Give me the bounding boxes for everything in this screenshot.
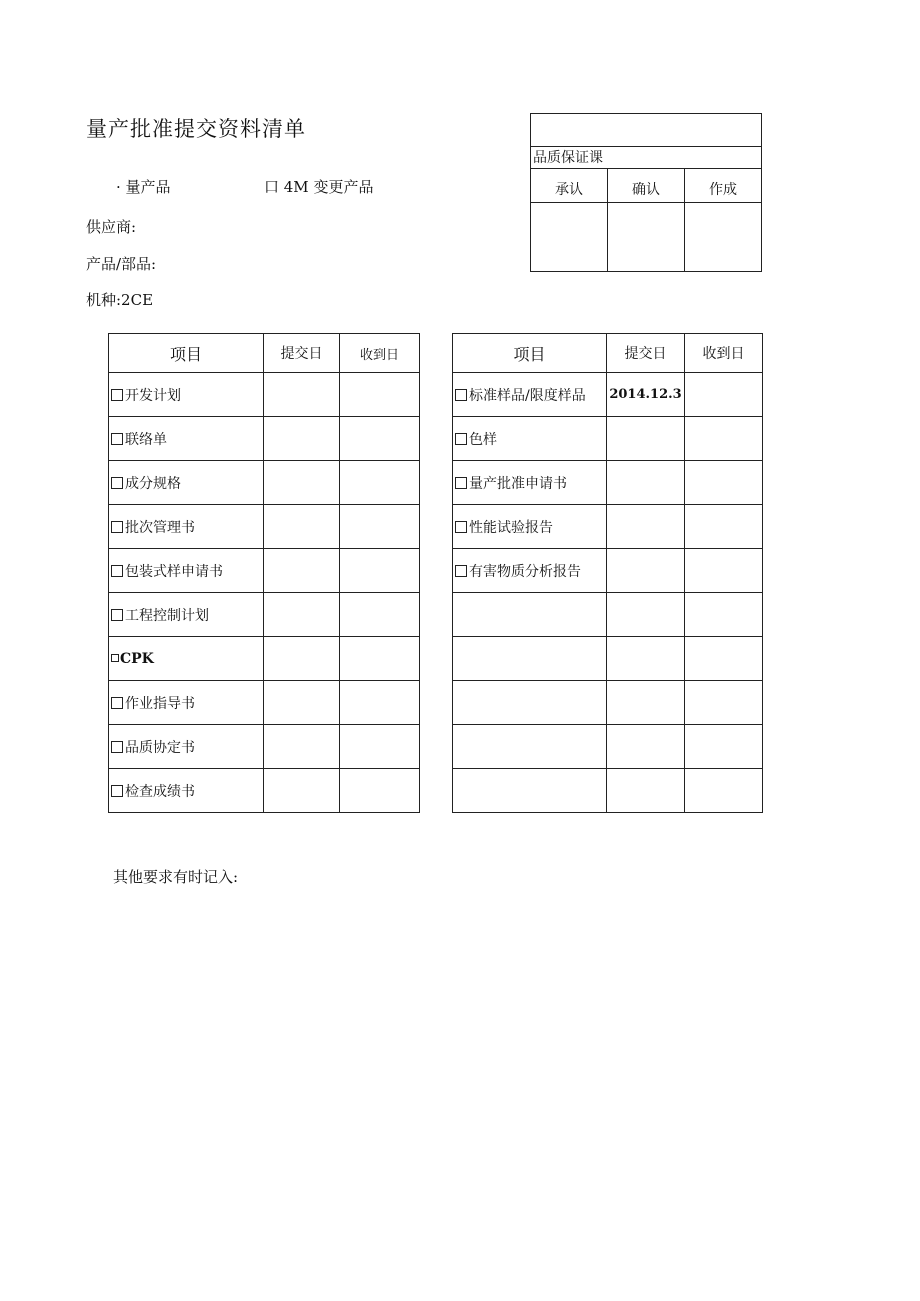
checkbox-icon[interactable] [455, 389, 467, 401]
approval-top-blank [531, 114, 761, 147]
table-row [109, 373, 420, 417]
checkbox-icon[interactable] [111, 785, 123, 797]
item-cell[interactable] [109, 593, 264, 637]
submit-date-cell[interactable] [607, 593, 685, 637]
table-row [453, 725, 763, 769]
item-label: 开发计划 [125, 387, 181, 404]
receive-date-cell[interactable] [340, 681, 420, 725]
checkbox-icon[interactable] [111, 565, 123, 577]
item-cell[interactable] [109, 549, 264, 593]
model-field: 机种:2CE [86, 291, 154, 309]
item-cell[interactable] [109, 769, 264, 813]
checkbox-icon[interactable] [111, 654, 119, 662]
checkbox-icon[interactable] [455, 565, 467, 577]
submit-date-cell[interactable] [264, 417, 340, 461]
receive-date-cell[interactable] [685, 373, 763, 417]
submit-date-cell[interactable] [264, 769, 340, 813]
item-cell[interactable] [109, 637, 264, 681]
table-row [109, 637, 420, 681]
item-label: CPK [120, 650, 154, 667]
table-row [109, 725, 420, 769]
prepared-label: 作成 [709, 182, 737, 198]
approve-label: 承认 [531, 169, 608, 202]
submit-date-cell[interactable] [607, 417, 685, 461]
item-label: 成分规格 [125, 475, 181, 492]
item-cell[interactable] [453, 505, 607, 549]
item-label: 品质协定书 [125, 739, 195, 756]
table-row [109, 549, 420, 593]
header-receive-date: 收到日 [685, 334, 763, 373]
prepared-signature[interactable] [685, 203, 761, 272]
submit-date-cell[interactable] [264, 593, 340, 637]
submit-date-cell[interactable] [264, 373, 340, 417]
receive-date-cell[interactable] [685, 461, 763, 505]
item-label: 有害物质分析报告 [469, 563, 581, 580]
item-cell[interactable] [453, 681, 607, 725]
receive-date-cell[interactable] [685, 593, 763, 637]
approval-box [530, 113, 762, 272]
submit-date-cell[interactable] [264, 637, 340, 681]
table-row [453, 505, 763, 549]
item-label: 色样 [469, 431, 497, 448]
item-cell[interactable] [109, 417, 264, 461]
option-mass-product[interactable]: · 量产品 [116, 178, 171, 196]
submit-date-cell[interactable] [607, 681, 685, 725]
approval-header-row [531, 169, 761, 203]
item-cell[interactable] [453, 417, 607, 461]
submit-date-cell[interactable] [264, 549, 340, 593]
item-cell[interactable] [453, 637, 607, 681]
table-row [109, 417, 420, 461]
submit-date-cell[interactable] [264, 681, 340, 725]
table-row [453, 417, 763, 461]
table-header-row [109, 334, 420, 373]
approve-signature[interactable] [531, 203, 608, 272]
item-cell[interactable] [453, 725, 607, 769]
receive-date-cell[interactable] [685, 549, 763, 593]
receive-date-cell[interactable] [340, 549, 420, 593]
receive-date-cell[interactable] [340, 637, 420, 681]
approval-signature-row [531, 203, 761, 272]
receive-date-cell[interactable] [340, 505, 420, 549]
submit-date-cell[interactable] [264, 725, 340, 769]
receive-date-cell[interactable] [685, 769, 763, 813]
receive-date-cell[interactable] [340, 769, 420, 813]
page-title: 量产批准提交资料清单 [86, 117, 306, 141]
header-item: 项目 [109, 334, 264, 373]
submit-date-cell[interactable] [607, 769, 685, 813]
header-submit-date: 提交日 [264, 334, 340, 373]
item-label: 联络单 [125, 431, 167, 448]
table-row [453, 769, 763, 813]
submit-date-cell[interactable] [607, 725, 685, 769]
receive-date-cell[interactable] [685, 505, 763, 549]
other-requirements-note: 其他要求有时记入: [113, 868, 239, 886]
submit-date-cell[interactable] [607, 505, 685, 549]
header-submit-date: 提交日 [607, 334, 685, 373]
receive-date-cell[interactable] [685, 681, 763, 725]
left-document-table [108, 333, 420, 813]
table-row [109, 681, 420, 725]
checkbox-icon[interactable] [111, 609, 123, 621]
table-row [109, 505, 420, 549]
item-cell[interactable] [109, 373, 264, 417]
receive-date-cell[interactable] [340, 373, 420, 417]
checkbox-icon[interactable] [111, 477, 123, 489]
confirm-label: 确认 [608, 169, 685, 202]
item-label: 作业指导书 [125, 695, 195, 712]
checkbox-icon[interactable] [455, 433, 467, 445]
item-cell[interactable] [109, 681, 264, 725]
receive-date-cell[interactable] [340, 725, 420, 769]
checkbox-icon[interactable] [455, 521, 467, 533]
checkbox-icon[interactable] [111, 697, 123, 709]
item-label: 批次管理书 [125, 519, 195, 536]
item-cell[interactable] [453, 549, 607, 593]
header-item: 项目 [453, 334, 607, 373]
item-cell[interactable] [453, 769, 607, 813]
right-document-table [452, 333, 763, 813]
receive-date-cell[interactable] [340, 461, 420, 505]
receive-date-cell[interactable] [685, 637, 763, 681]
item-label: 工程控制计划 [125, 607, 209, 624]
checkbox-icon[interactable] [111, 521, 123, 533]
approval-department: 品质保证课 [531, 147, 761, 169]
checkbox-icon[interactable] [455, 477, 467, 489]
item-cell[interactable] [453, 373, 607, 417]
checkbox-icon[interactable] [111, 741, 123, 753]
item-label: 标准样品/限度样品 [469, 387, 586, 404]
receive-date-cell[interactable] [340, 417, 420, 461]
table-header-row [453, 334, 763, 373]
submit-date-cell[interactable] [607, 549, 685, 593]
item-cell[interactable] [109, 725, 264, 769]
submit-date-cell[interactable] [264, 505, 340, 549]
submit-date-cell[interactable]: 2014.12.3 [607, 373, 685, 417]
table-row [453, 549, 763, 593]
header-receive-date: 收到日 [340, 334, 420, 373]
item-cell[interactable] [109, 461, 264, 505]
table-row [453, 373, 763, 417]
receive-date-cell[interactable] [685, 417, 763, 461]
table-row [453, 593, 763, 637]
submit-date-cell[interactable] [607, 637, 685, 681]
table-row [109, 461, 420, 505]
confirm-signature[interactable] [608, 203, 685, 272]
table-row [453, 637, 763, 681]
receive-date-cell[interactable] [340, 593, 420, 637]
item-cell[interactable] [453, 593, 607, 637]
table-row [453, 461, 763, 505]
submit-date-cell[interactable] [607, 461, 685, 505]
option-4m-change-product[interactable]: 口 4M 变更产品 [264, 178, 374, 196]
product-field: 产品/部品: [86, 255, 157, 273]
item-label: 包装式样申请书 [125, 563, 223, 580]
supplier-field: 供应商: [86, 218, 137, 236]
checkbox-icon[interactable] [111, 389, 123, 401]
table-row [453, 681, 763, 725]
item-label: 检查成绩书 [125, 783, 195, 800]
item-label: 量产批准申请书 [469, 475, 567, 492]
item-cell[interactable] [109, 505, 264, 549]
checkbox-icon[interactable] [111, 433, 123, 445]
submit-date-cell[interactable] [264, 461, 340, 505]
item-cell[interactable] [453, 461, 607, 505]
item-label: 性能试验报告 [469, 519, 553, 536]
table-row [109, 769, 420, 813]
table-row [109, 593, 420, 637]
receive-date-cell[interactable] [685, 725, 763, 769]
